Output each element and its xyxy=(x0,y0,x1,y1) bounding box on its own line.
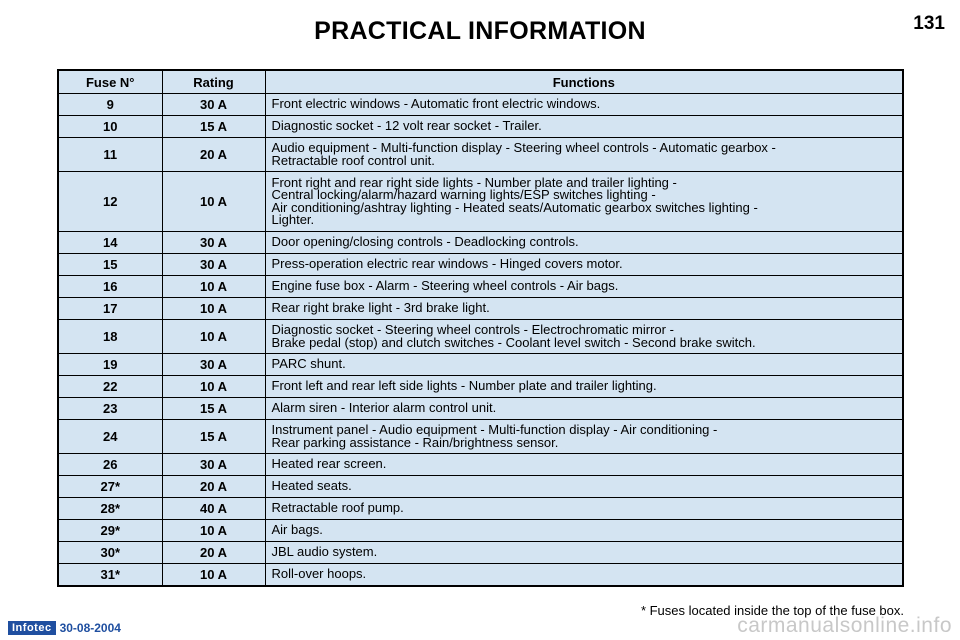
page-number: 131 xyxy=(913,13,945,34)
cell-rating: 10 A xyxy=(162,320,265,354)
table-row xyxy=(58,520,903,542)
cell-fuse-number: 18 xyxy=(58,320,162,354)
cell-fuse-number: 14 xyxy=(58,232,162,254)
cell-functions xyxy=(265,172,903,232)
cell-functions xyxy=(265,398,903,420)
function-line: Alarm siren - Interior alarm control unit. xyxy=(271,400,497,416)
cell-functions xyxy=(265,420,903,454)
cell-functions xyxy=(265,320,903,354)
cell-rating: 20 A xyxy=(162,542,265,564)
function-line: JBL audio system. xyxy=(271,544,378,560)
function-line: Air bags. xyxy=(271,522,323,538)
table-row xyxy=(58,542,903,564)
cell-rating: 15 A xyxy=(162,398,265,420)
function-line: Engine fuse box - Alarm - Steering wheel controls - Air bags. xyxy=(271,278,619,294)
function-line: Retractable roof control unit. xyxy=(271,152,435,168)
cell-fuse-number: 17 xyxy=(58,298,162,320)
cell-functions xyxy=(265,376,903,398)
cell-rating: 30 A xyxy=(162,254,265,276)
cell-fuse-number: 27* xyxy=(58,476,162,498)
function-line: Audio equipment - Multi-function display - Steering wheel controls - Automatic gearbox - xyxy=(271,140,776,155)
cell-rating: 20 A xyxy=(162,476,265,498)
table-header-row xyxy=(58,70,903,94)
cell-functions xyxy=(265,116,903,138)
cell-functions xyxy=(265,298,903,320)
cell-fuse-number: 22 xyxy=(58,376,162,398)
cell-functions xyxy=(265,232,903,254)
cell-rating: 20 A xyxy=(162,138,265,172)
cell-functions xyxy=(265,498,903,520)
brand-logo: Infotec xyxy=(8,621,56,635)
cell-fuse-number: 26 xyxy=(58,454,162,476)
function-line: Roll-over hoops. xyxy=(271,566,367,581)
table-row xyxy=(58,398,903,420)
function-line: Heated rear screen. xyxy=(271,456,387,472)
cell-fuse-number: 30* xyxy=(58,542,162,564)
table-row xyxy=(58,254,903,276)
table-row xyxy=(58,172,903,232)
cell-functions xyxy=(265,476,903,498)
cell-functions xyxy=(265,542,903,564)
function-line: PARC shunt. xyxy=(271,356,346,372)
table-row xyxy=(58,276,903,298)
column-header-fuse-number: Fuse N° xyxy=(58,70,162,94)
cell-rating: 30 A xyxy=(162,232,265,254)
watermark: carmanualsonline.info xyxy=(737,614,952,637)
cell-functions xyxy=(265,454,903,476)
cell-rating: 10 A xyxy=(162,564,265,586)
function-line: Air conditioning/ashtray lighting - Heated seats/Automatic gearbox switches lighting - xyxy=(271,199,758,215)
footnote: * Fuses located inside the top of the fuse box. xyxy=(640,603,904,618)
cell-rating: 30 A xyxy=(162,354,265,376)
cell-functions xyxy=(265,254,903,276)
cell-functions xyxy=(265,354,903,376)
table-row xyxy=(58,564,903,586)
table-row xyxy=(58,94,903,116)
cell-fuse-number: 28* xyxy=(58,498,162,520)
column-header-functions: Functions xyxy=(265,70,903,94)
function-line: Central locking/alarm/hazard warning lights/ESP switches lighting - xyxy=(271,187,656,202)
table-row xyxy=(58,498,903,520)
function-line: Diagnostic socket - Steering wheel controls - Electrochromatic mirror - xyxy=(271,322,674,337)
cell-rating: 15 A xyxy=(162,420,265,454)
function-line: Front electric windows - Automatic front electric windows. xyxy=(271,96,601,112)
cell-fuse-number: 9 xyxy=(58,94,162,116)
cell-rating: 15 A xyxy=(162,116,265,138)
table-row xyxy=(58,354,903,376)
column-header-rating: Rating xyxy=(162,70,265,94)
table-row xyxy=(58,420,903,454)
cell-fuse-number: 15 xyxy=(58,254,162,276)
cell-fuse-number: 24 xyxy=(58,420,162,454)
cell-functions xyxy=(265,94,903,116)
cell-fuse-number: 19 xyxy=(58,354,162,376)
table-row xyxy=(58,376,903,398)
table-row xyxy=(58,476,903,498)
function-line: Press-operation electric rear windows - Hinged covers motor. xyxy=(271,256,623,272)
table-row xyxy=(58,116,903,138)
cell-fuse-number: 29* xyxy=(58,520,162,542)
cell-functions xyxy=(265,138,903,172)
cell-fuse-number: 10 xyxy=(58,116,162,138)
cell-fuse-number: 12 xyxy=(58,172,162,232)
function-line: Front left and rear left side lights - Number plate and trailer lighting. xyxy=(271,378,657,394)
cell-functions xyxy=(265,276,903,298)
function-line: Lighter. xyxy=(271,212,315,227)
cell-fuse-number: 16 xyxy=(58,276,162,298)
function-line: Retractable roof pump. xyxy=(271,500,404,516)
cell-fuse-number: 11 xyxy=(58,138,162,172)
function-line: Door opening/closing controls - Deadlocking controls. xyxy=(271,234,579,250)
function-line: Instrument panel - Audio equipment - Multi-function display - Air conditioning - xyxy=(271,422,718,437)
table-row xyxy=(58,232,903,254)
cell-fuse-number: 31* xyxy=(58,564,162,586)
table-row xyxy=(58,320,903,354)
function-line: Heated seats. xyxy=(271,478,352,494)
fuse-table-body xyxy=(58,94,903,586)
cell-rating: 10 A xyxy=(162,520,265,542)
function-line: Front right and rear right side lights - Number plate and trailer lighting - xyxy=(271,174,677,190)
cell-rating: 30 A xyxy=(162,454,265,476)
function-line: Brake pedal (stop) and clutch switches - Coolant level switch - Second brake switch. xyxy=(271,334,756,350)
function-line: Diagnostic socket - 12 volt rear socket - Trailer. xyxy=(271,118,542,134)
footer-brand xyxy=(8,621,121,635)
function-line: Rear right brake light - 3rd brake light. xyxy=(271,300,490,316)
cell-fuse-number: 23 xyxy=(58,398,162,420)
table-row xyxy=(58,298,903,320)
cell-functions xyxy=(265,564,903,586)
cell-rating: 10 A xyxy=(162,172,265,232)
cell-rating: 10 A xyxy=(162,376,265,398)
footer-date: 30-08-2004 xyxy=(59,621,121,635)
cell-rating: 10 A xyxy=(162,298,265,320)
cell-rating: 30 A xyxy=(162,94,265,116)
cell-rating: 40 A xyxy=(162,498,265,520)
cell-functions xyxy=(265,520,903,542)
function-line: Rear parking assistance - Rain/brightness sensor. xyxy=(271,434,559,450)
table-row xyxy=(58,454,903,476)
fuse-table xyxy=(57,69,904,587)
cell-rating: 10 A xyxy=(162,276,265,298)
table-row xyxy=(58,138,903,172)
page-title: PRACTICAL INFORMATION xyxy=(314,17,646,45)
